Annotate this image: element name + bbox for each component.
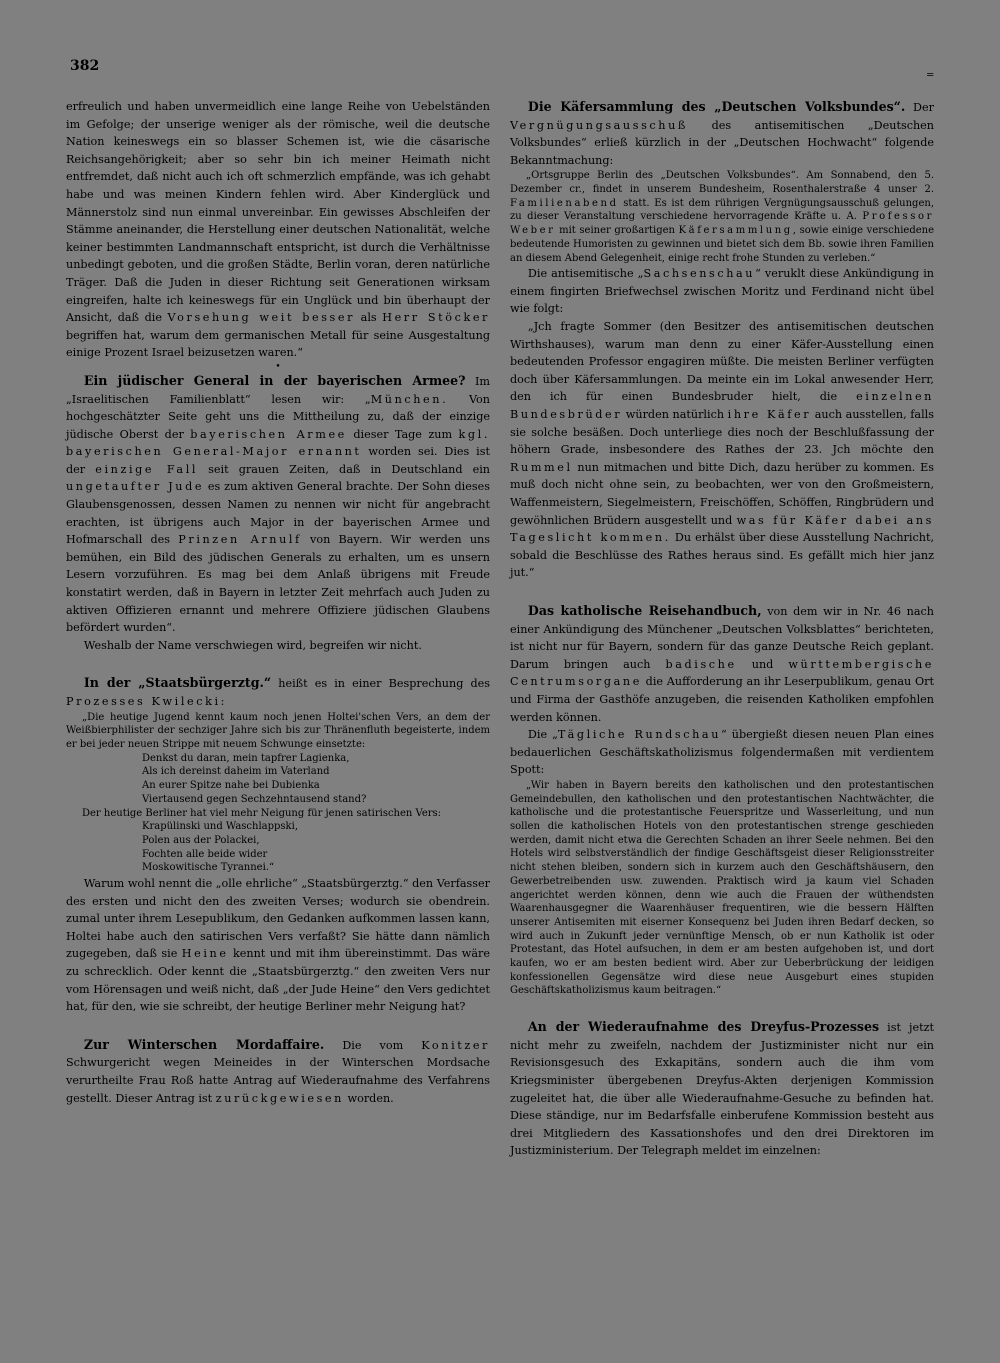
article-heading: In der „Staatsbürgerztg.“ — [83, 675, 272, 691]
article-kaefersammlung: Die Käfersammlung des „Deutschen Volksbundes“. Der Vergnügungsausschuß des antisemitischen „Deutschen Volksbundes“ erließ kürzlich in der „Deutschen Hochwacht“ folgende Bekanntmachung: — [510, 99, 934, 167]
article-heading: Ein jüdischer General in der bayerischen Armee? — [83, 372, 466, 388]
paragraph: Die „Tägliche Rundschau“ übergießt diesen neuen Plan eines bedauerlichen Geschäftskatholizismus folgendermaßen mit verdientem Spott: — [510, 728, 934, 777]
paragraph: „Jch fragte Sommer (den Besitzer des antisemitischen deutschen Wirthshauses), warum man denn zu einer Käfer-Ausstellung einen bedeutenden Professor engagiren müßte. Die meisten Berliner verfügten doch über Käfersammlungen. Da meinte ein im Lokal anwesender Herr, den ich für einen Bundesbruder hielt, die einzelnen Bundesbrüder würden natürlich ihre Käfer auch ausstellen, falls sie solche besäßen. Doch unterliege dies noch der Beschlußfassung der höhern Grade, insbesondere des Rathes der 23. Jch möchte den Rummel nun mitmachen und bitte Dich, dazu herüber zu kommen. Es muß doch nicht ohne sein, zu beobachten, wer von den Großmeistern, Waffenmeistern, Siegelmeistern, Freischöffen, Schöffen, Ringbrüdern und gewöhnlichen Brüdern ausgestellt und was für Käfer dabei ans Tageslicht kommen. Du erhälst über diese Ausstellung Nachricht, sobald die Beschlüsse des Rathes heraus sind. Es gefällt mich hier janz jut.“ — [510, 320, 934, 580]
quote: „Die heutige Jugend kennt kaum noch jenen Holtei'schen Vers, an dem der Weißbierphilister der sechziger Jahre sich bis zur Thränenfluth begeisterte, indem er bei jeder neuen Strippe mit neuem Schwunge einsetzte: — [66, 711, 490, 750]
article-dreyfus: An der Wiederaufnahme des Dreyfus-Prozesses ist jetzt nicht mehr zu zweifeln, nachdem der Justizminister nicht nur ein Revisionsgesuch des Exkapitäns, sondern auch die ihm vom Kriegsminister übergebenen Dreyfus-Akten derjenigen Kommission zugeleitet hat, die über alle Wiederaufnahme-Gesuche zu befinden hat. Diese ständige, nur im Bedarfsfalle einberufene Kommission besteht aus drei Mitgliedern des Kassationshofes und den drei Direktoren im Justizministerium. Der Telegraph meldet im einzelnen: — [510, 1019, 934, 1158]
article-heading: Das katholische Reisehandbuch, — [527, 602, 762, 618]
article-winter-murder: Zur Winterschen Mordaffaire. Die vom Konitzer Schwurgericht wegen Meineides in der Winterschen Mordsache verurtheilte Frau Roß hatte Antrag auf Wiederaufnahme des Verfahrens gestellt. Dieser Antrag ist zurückgewiesen worden. — [66, 1036, 490, 1105]
quote: „Ortsgruppe Berlin des „Deutschen Volksbundes“. Am Sonnabend, den 5. Dezember cr., findet in unserem Bundesheim, Rosenthalerstraße 4 unser 2. Familienabend statt. Es ist dem rührigen Vergnügungsausschuß gelungen, zu dieser Veranstaltung verschiedene hervorragende Kräfte u. A. Professor Weber mit seiner großartigen Käfersammlung, sowie einige verschiedene bedeutende Humoristen zu gewinnen und bietet sich dem Bb. sowie ihren Familien an diesem Abend Gelegenheit, einige recht frohe Stunden zu verleben.“ — [510, 170, 934, 264]
corner-mark: = — [926, 70, 935, 81]
article-heading: Zur Winterschen Mordaffaire. — [83, 1036, 325, 1052]
paragraph: Die antisemitische „Sachsenschau“ veruklt diese Ankündigung in einem fingirten Briefwechsel zwischen Moritz und Ferdinand nicht übel wie folgt: — [510, 267, 934, 316]
article-heading: Die Käfersammlung des „Deutschen Volksbundes“. — [527, 99, 906, 114]
right-column — [510, 98, 934, 1160]
separator-dot: • — [275, 361, 281, 372]
article-staatsbuergerztg: In der „Staatsbürgerztg.“ heißt es in einer Besprechung des Prozesses Kwilecki: — [66, 675, 490, 708]
article-continuation: erfreulich und haben unvermeidlich eine lange Reihe von Uebelständen im Gefolge; der unserige weniger als der römische, weil die deutsche Nation keineswegs ein so blasser Schemen ist, wie die cäsarische Reichsangehörigkeit; aber so sehr bin ich meiner Heimath nicht entfremdet, daß nicht auch ich oft schmerzlich empfände, was ich gehabt habe und was meinen Kindern fehlen wird. Aber Kinderglück und Männerstolz sind nun einmal unvereinbar. Ein gewisses Abschleifen der Stämme aneinander, die Herstellung einer deutschen Nationalität, welche keiner bestimmten Landmannschaft entspricht, ist durch die Verhältnisse unbedingt geboten, und die großen Städte, Berlin voran, deren natürliche Träger. Daß die Juden in dieser Richtung seit Generationen wirksam eingreifen, halte ich keineswegs für ein Unglück und bin überhaupt der Ansicht, daß die Vorsehung weit besser als Herr Stöcker begriffen hat, warum dem germanischen Metall für seine Ausgestaltung einige Prozent Israel beizusetzen waren.“ — [66, 100, 490, 360]
page-number: 382 — [70, 58, 100, 74]
article-heading: An der Wiederaufnahme des Dreyfus-Prozesses — [527, 1019, 880, 1035]
quote: Der heutige Berliner hat viel mehr Neigung für jenen satirischen Vers: — [82, 807, 442, 819]
verse: Krapülinski und Waschlappski, Polen aus der Polackei, Fochten alle beide wider Moskowitische Tyrannei.“ — [142, 821, 298, 874]
verse: Denkst du daran, mein tapfrer Lagienka, Als ich dereinst daheim im Vaterland An eurer Spitze nahe bei Dubienka Viertausend gegen Sechzehntausend stand? — [142, 752, 367, 805]
article-jewish-general: Ein jüdischer General in der bayerischen Armee? Im „Israelitischen Familienblatt“ lesen wir: „München. Von hochgeschätzter Seite geht uns die Mittheilung zu, daß der einzige jüdische Oberst der bayerischen Armee dieser Tage zum kgl. bayerischen General-Major ernannt worden sei. Dies ist der einzige Fall seit grauen Zeiten, daß in Deutschland ein ungetaufter Jude es zum aktiven General brachte. Der Sohn dieses Glaubensgenossen, dessen Namen zu nennen wir nicht für angebracht erachten, ist übrigens auch Major in der bayerischen Armee und Hofmarschall des Prinzen Arnulf von Bayern. Wir werden uns bemühen, ein Bild des jüdischen Generals zu erhalten, um es unsern Lesern vorzuführen. Es mag bei dem Anlaß übrigens mit Freude konstatirt werden, daß in Bayern in letzter Zeit mehrfach auch Juden zu aktiven Offizieren ernannt und mehrere Offiziere jüdischen Glaubens befördert wurden“. — [66, 372, 490, 635]
quote: „Wir haben in Bayern bereits den katholischen und den protestantischen Gemeindebullen, den katholischen und den protestantischen Nachtwächter, die katholische und die protestantische Feuerspritze und Wasserleitung, und nun sollen die katholischen Hotels von den protestantischen strenge geschieden werden, damit nicht etwa die Gerechten Schaden an ihrer Seele nehmen. Bei den Hotels wird selbstverständlich der findige Geschäftsgeist dieser Religionsstreiter nicht stehen bleiben, sondern sich in kurzem auch den Geschäftshäusern, den Gewerbetreibenden usw. zuwenden. Praktisch wird ja kaum viel Schaden angerichtet werden können, denn wie auch die Frauen der wüthendsten Waarenhausgegner die Waarenhäuser frequentiren, wie die bessern Hälften unserer Antisemiten mit eiserner Konsequenz bei Juden ihren Bedarf decken, so wird auch in Zukunft jeder vernünftige Mensch, ob er nun Katholik ist oder Protestant, das Hotel aufsuchen, in dem er am besten aufgehoben ist, und dort kaufen, wo er am besten bedient wird. Aber zur Ueberbrückung der leidigen konfessionellen Gegensätze wird diese neue Ausgeburt eines stupiden Geschäftskatholizismus kaum beitragen.“ — [510, 779, 934, 997]
left-column — [66, 98, 490, 1107]
paragraph: Warum wohl nennt die „olle ehrliche“ „Staatsbürgerztg.“ den Verfasser des ersten und nicht den des zweiten Verses; wodurch sie obendrein. zumal unter ihrem Lesepublikum, den Gedanken aufkommen lassen kann, Holtei habe auch den satirischen Vers verfaßt? Sie hätte dann nämlich zugegeben, daß sie Heine kennt und mit ihm übereinstimmt. Das wäre zu schrecklich. Oder kennt die „Staatsbürgerztg.“ den zweiten Vers nur vom Hörensagen und weiß nicht, daß „der Jude Heine“ den Vers gedichtet hat, für den, wie sie schreibt, der heutige Berliner mehr Neigung hat? — [66, 877, 491, 1014]
paragraph: Weshalb der Name verschwiegen wird, begreifen wir nicht. — [83, 638, 422, 652]
article-reisehandbuch: Das katholische Reisehandbuch, von dem wir in Nr. 46 nach einer Ankündigung des Münchener „Deutschen Volksblattes“ berichteten, ist nicht nur für Bayern, sondern für das ganze Deutsche Reich geplant. Darum bringen auch badische und württembergische Centrumsorgane die Aufforderung an ihr Leserpublikum, genau Ort und Firma der Gasthöfe anzugeben, die reisenden Katholiken empfohlen werden können. — [510, 602, 934, 724]
